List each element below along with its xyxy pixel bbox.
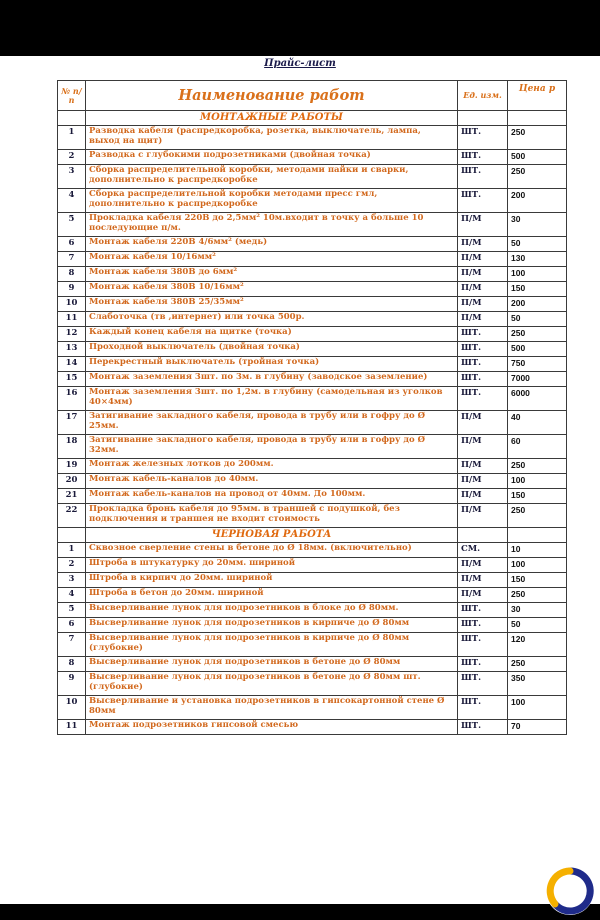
table-row xyxy=(58,672,567,696)
row-price: 350 xyxy=(508,672,567,696)
row-work-name: Высверливание лунок для подрозетников в бетоне до Ø 80мм шт. (глубокие) xyxy=(86,672,458,696)
price-table xyxy=(57,80,567,735)
section-blank-cell xyxy=(508,111,567,126)
row-number: 8 xyxy=(58,657,86,672)
row-number: 1 xyxy=(58,126,86,150)
row-number: 3 xyxy=(58,573,86,588)
row-price: 100 xyxy=(508,696,567,720)
section-row xyxy=(58,111,567,126)
table-row xyxy=(58,213,567,237)
header-name: Наименование работ xyxy=(86,81,458,111)
section-blank-cell xyxy=(458,528,508,543)
row-number: 7 xyxy=(58,633,86,657)
row-price: 250 xyxy=(508,657,567,672)
row-unit: П/М xyxy=(458,297,508,312)
row-number: 4 xyxy=(58,189,86,213)
row-number: 17 xyxy=(58,411,86,435)
row-price: 30 xyxy=(508,213,567,237)
row-unit: П/М xyxy=(458,267,508,282)
row-unit: ШТ. xyxy=(458,372,508,387)
row-unit: ШТ. xyxy=(458,189,508,213)
row-price: 100 xyxy=(508,267,567,282)
row-number: 13 xyxy=(58,342,86,357)
table-row xyxy=(58,357,567,372)
row-work-name: Монтаж кабеля 380В 25/35мм² xyxy=(86,297,458,312)
row-price: 6000 xyxy=(508,387,567,411)
header-number: № п/п xyxy=(58,81,86,111)
table-row xyxy=(58,387,567,411)
row-number: 2 xyxy=(58,558,86,573)
table-row xyxy=(58,327,567,342)
row-price: 60 xyxy=(508,435,567,459)
row-work-name: Высверливание лунок для подрозетников в бетоне до Ø 80мм xyxy=(86,657,458,672)
table-header-row xyxy=(58,81,567,111)
row-work-name: Монтаж заземления 3шт. по 1,2м. в глубину (самодельная из уголков 40×4мм) xyxy=(86,387,458,411)
row-number: 3 xyxy=(58,165,86,189)
table-row xyxy=(58,558,567,573)
row-work-name: Штроба в кирпич до 20мм. шириной xyxy=(86,573,458,588)
row-unit: ШТ. xyxy=(458,633,508,657)
row-price: 50 xyxy=(508,312,567,327)
table-row xyxy=(58,282,567,297)
row-price: 100 xyxy=(508,474,567,489)
row-unit: СМ. xyxy=(458,543,508,558)
row-unit: П/М xyxy=(458,435,508,459)
table-row xyxy=(58,267,567,282)
table-row xyxy=(58,489,567,504)
table-row xyxy=(58,435,567,459)
row-number: 19 xyxy=(58,459,86,474)
row-unit: ШТ. xyxy=(458,150,508,165)
table-row xyxy=(58,297,567,312)
row-price: 200 xyxy=(508,189,567,213)
table-row xyxy=(58,618,567,633)
row-work-name: Монтаж подрозетников гипсовой смесью xyxy=(86,720,458,735)
row-price: 120 xyxy=(508,633,567,657)
header-unit: Ед. изм. xyxy=(458,81,508,111)
row-work-name: Затигивание закладного кабеля, провода в трубу или в гофру до Ø 32мм. xyxy=(86,435,458,459)
row-work-name: Слаботочка (тв ,интернет) или точка 500р. xyxy=(86,312,458,327)
row-work-name: Высверливание лунок для подрозетников в кирпиче до Ø 80мм (глубокие) xyxy=(86,633,458,657)
section-title: МОНТАЖНЫЕ РАБОТЫ xyxy=(86,111,458,126)
row-work-name: Монтаж кабеля 380В до 6мм² xyxy=(86,267,458,282)
row-work-name: Штроба в штукатурку до 20мм. шириной xyxy=(86,558,458,573)
row-price: 150 xyxy=(508,282,567,297)
table-row xyxy=(58,411,567,435)
row-price: 7000 xyxy=(508,372,567,387)
row-work-name: Монтаж заземления 3шт. по 3м. в глубину (заводское заземление) xyxy=(86,372,458,387)
table-row xyxy=(58,372,567,387)
row-work-name: Высверливание лунок для подрозетников в блоке до Ø 80мм. xyxy=(86,603,458,618)
row-number: 10 xyxy=(58,297,86,312)
row-number: 11 xyxy=(58,312,86,327)
row-number: 6 xyxy=(58,237,86,252)
row-number: 9 xyxy=(58,672,86,696)
row-price: 30 xyxy=(508,603,567,618)
row-unit: П/М xyxy=(458,459,508,474)
table-row xyxy=(58,504,567,528)
table-row xyxy=(58,633,567,657)
section-blank-cell xyxy=(58,111,86,126)
row-price: 50 xyxy=(508,237,567,252)
row-price: 250 xyxy=(508,588,567,603)
table-row xyxy=(58,603,567,618)
row-unit: П/М xyxy=(458,213,508,237)
row-unit: ШТ. xyxy=(458,387,508,411)
table-row xyxy=(58,189,567,213)
row-unit: ШТ. xyxy=(458,357,508,372)
row-price: 500 xyxy=(508,150,567,165)
row-unit: П/М xyxy=(458,504,508,528)
row-work-name: Высверливание и установка подрозетников в гипсокартонной стене Ø 80мм xyxy=(86,696,458,720)
row-work-name: Сборка распределительной коробки, методами пайки и сварки, дополнительно к распредкоробке xyxy=(86,165,458,189)
row-price: 750 xyxy=(508,357,567,372)
row-price: 250 xyxy=(508,327,567,342)
row-unit: ШТ. xyxy=(458,342,508,357)
row-unit: ШТ. xyxy=(458,672,508,696)
row-price: 250 xyxy=(508,459,567,474)
row-price: 100 xyxy=(508,558,567,573)
row-number: 11 xyxy=(58,720,86,735)
row-number: 16 xyxy=(58,387,86,411)
row-number: 6 xyxy=(58,618,86,633)
row-number: 10 xyxy=(58,696,86,720)
row-price: 250 xyxy=(508,165,567,189)
row-work-name: Прокладка бронь кабеля до 95мм. в траншей с подушкой, без подключения и траншея не входит стоимость xyxy=(86,504,458,528)
row-price: 40 xyxy=(508,411,567,435)
row-number: 5 xyxy=(58,603,86,618)
row-work-name: Разводка кабеля (распредкоробка, розетка, выключатель, лампа, выход на щит) xyxy=(86,126,458,150)
row-unit: П/М xyxy=(458,237,508,252)
row-price: 70 xyxy=(508,720,567,735)
row-price: 50 xyxy=(508,618,567,633)
row-unit: ШТ. xyxy=(458,696,508,720)
row-work-name: Монтаж железных лотков до 200мм. xyxy=(86,459,458,474)
row-work-name: Монтаж кабеля 380В 10/16мм² xyxy=(86,282,458,297)
table-row xyxy=(58,543,567,558)
row-work-name: Монтаж кабеля 220В 4/6мм² (медь) xyxy=(86,237,458,252)
section-blank-cell xyxy=(458,111,508,126)
top-black-bar xyxy=(0,0,600,56)
row-number: 22 xyxy=(58,504,86,528)
row-unit: ШТ. xyxy=(458,603,508,618)
row-work-name: Высверливание лунок для подрозетников в кирпиче до Ø 80мм xyxy=(86,618,458,633)
table-row xyxy=(58,150,567,165)
row-unit: П/М xyxy=(458,411,508,435)
table-row xyxy=(58,657,567,672)
table-row xyxy=(58,696,567,720)
row-number: 14 xyxy=(58,357,86,372)
row-number: 7 xyxy=(58,252,86,267)
app-logo-icon xyxy=(545,866,595,916)
row-unit: П/М xyxy=(458,489,508,504)
row-work-name: Сквозное сверление стены в бетоне до Ø 18мм. (включительно) xyxy=(86,543,458,558)
row-unit: ШТ. xyxy=(458,657,508,672)
table-row xyxy=(58,342,567,357)
row-number: 20 xyxy=(58,474,86,489)
row-unit: П/М xyxy=(458,474,508,489)
table-row xyxy=(58,252,567,267)
row-price: 10 xyxy=(508,543,567,558)
table-row xyxy=(58,474,567,489)
row-unit: П/М xyxy=(458,282,508,297)
row-unit: ШТ. xyxy=(458,720,508,735)
table-row xyxy=(58,312,567,327)
row-price: 250 xyxy=(508,504,567,528)
section-title: ЧЕРНОВАЯ РАБОТА xyxy=(86,528,458,543)
document-title: Прайс-лист xyxy=(264,58,336,69)
row-work-name: Сборка распределительной коробки методами пресс гмл, дополнительно к распредкоробке xyxy=(86,189,458,213)
row-work-name: Монтаж кабель-каналов на провод от 40мм. До 100мм. xyxy=(86,489,458,504)
row-work-name: Разводка с глубокими подрозетниками (двойная точка) xyxy=(86,150,458,165)
bottom-black-bar xyxy=(0,904,600,920)
row-unit: ШТ. xyxy=(458,327,508,342)
row-number: 9 xyxy=(58,282,86,297)
row-unit: ШТ. xyxy=(458,126,508,150)
row-work-name: Монтаж кабель-каналов до 40мм. xyxy=(86,474,458,489)
table-row xyxy=(58,720,567,735)
row-work-name: Монтаж кабеля 10/16мм² xyxy=(86,252,458,267)
table-row xyxy=(58,237,567,252)
row-number: 8 xyxy=(58,267,86,282)
row-number: 4 xyxy=(58,588,86,603)
row-number: 1 xyxy=(58,543,86,558)
row-unit: П/М xyxy=(458,252,508,267)
row-unit: ШТ. xyxy=(458,618,508,633)
row-price: 200 xyxy=(508,297,567,312)
row-work-name: Перекрестный выключатель (тройная точка) xyxy=(86,357,458,372)
row-unit: П/М xyxy=(458,573,508,588)
section-blank-cell xyxy=(58,528,86,543)
row-work-name: Штроба в бетон до 20мм. шириной xyxy=(86,588,458,603)
header-price: Цена р xyxy=(508,81,567,111)
row-number: 18 xyxy=(58,435,86,459)
row-price: 150 xyxy=(508,573,567,588)
table-row xyxy=(58,126,567,150)
row-number: 15 xyxy=(58,372,86,387)
row-unit: П/М xyxy=(458,588,508,603)
table-row xyxy=(58,165,567,189)
row-unit: П/М xyxy=(458,558,508,573)
row-work-name: Проходной выключатель (двойная точка) xyxy=(86,342,458,357)
row-unit: П/М xyxy=(458,312,508,327)
row-work-name: Затигивание закладного кабеля, провода в трубу или в гофру до Ø 25мм. xyxy=(86,411,458,435)
row-price: 130 xyxy=(508,252,567,267)
row-number: 2 xyxy=(58,150,86,165)
table-row xyxy=(58,459,567,474)
row-work-name: Прокладка кабеля 220В до 2,5мм² 10м.входит в точку а больше 10 последующие п/м. xyxy=(86,213,458,237)
row-unit: ШТ. xyxy=(458,165,508,189)
section-blank-cell xyxy=(508,528,567,543)
section-row xyxy=(58,528,567,543)
row-price: 250 xyxy=(508,126,567,150)
row-number: 12 xyxy=(58,327,86,342)
row-work-name: Каждый конец кабеля на щитке (точка) xyxy=(86,327,458,342)
row-number: 21 xyxy=(58,489,86,504)
row-price: 150 xyxy=(508,489,567,504)
row-price: 500 xyxy=(508,342,567,357)
table-row xyxy=(58,573,567,588)
row-number: 5 xyxy=(58,213,86,237)
table-row xyxy=(58,588,567,603)
